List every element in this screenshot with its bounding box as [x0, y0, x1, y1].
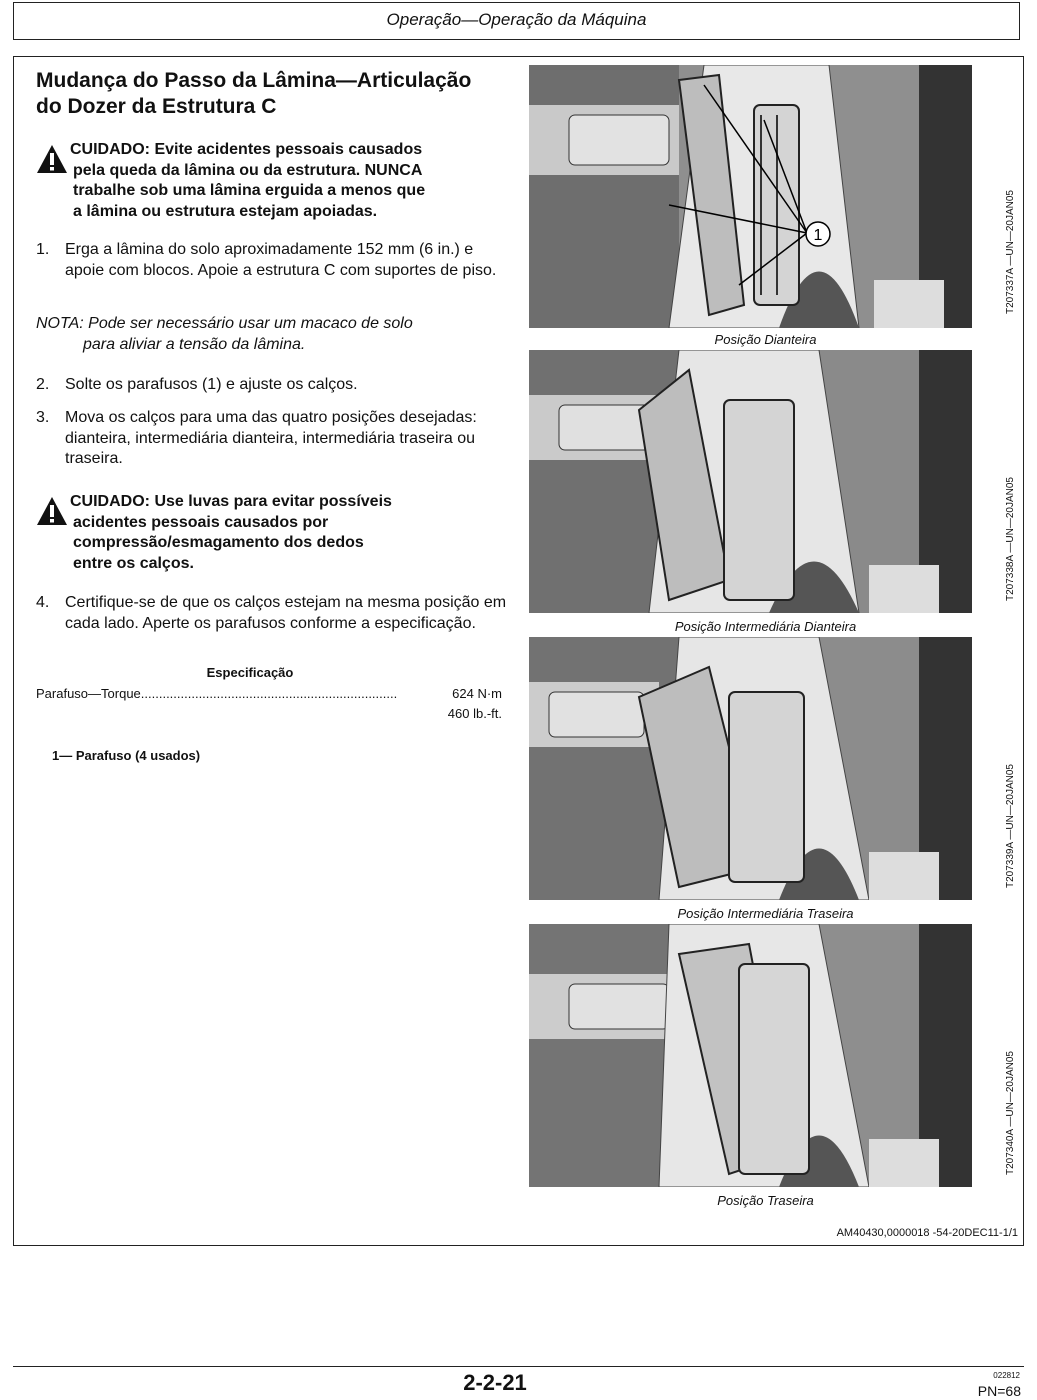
spec-value-imperial: 460 lb.-ft.	[447, 706, 502, 721]
photo-rear-position	[529, 924, 972, 1187]
caution-1-line: pela queda da lâmina ou da estrutura. NUNCA	[73, 161, 423, 179]
step-number: 1.	[36, 241, 50, 258]
figure-code: T207338A —UN—20JAN05	[1005, 477, 1016, 601]
photo-rear-intermediate-position	[529, 637, 972, 900]
note	[36, 314, 506, 355]
warning-triangle-icon	[36, 496, 68, 526]
step-text: Erga a lâmina do solo aproximadamente 152 mm (6 in.) e apoie com blocos. Apoie a estrutura C com suportes de piso.	[65, 241, 497, 279]
caution-block-2	[36, 492, 506, 574]
step-text: Certifique-se de que os calços estejam na mesma posição em cada lado. Aperte os parafusos conforme a especificação.	[65, 594, 507, 632]
figure-caption: Posição Intermediária Dianteira	[674, 619, 857, 634]
header-title: Operação—Operação da Máquina	[386, 10, 647, 29]
print-code: 022812	[993, 1371, 1020, 1380]
caution-block-1	[36, 140, 506, 222]
step-3	[36, 408, 511, 470]
figure-code: T207340A —UN—20JAN05	[1005, 1051, 1016, 1175]
step-number: 4.	[36, 594, 50, 611]
figure-code: T207339A —UN—20JAN05	[1005, 764, 1016, 888]
spec-value-metric: 624 N·m	[452, 686, 502, 701]
caution-2-line: compressão/esmagamento dos dedos	[73, 534, 364, 551]
figure-caption: Posição Dianteira	[714, 332, 817, 347]
caution-1-line: a lâmina ou estrutura estejam apoiadas.	[73, 202, 378, 220]
pn-number: PN=68	[977, 1383, 1021, 1399]
section-title-line1: Mudança do Passo da Lâmina—Articulação	[36, 69, 472, 92]
caution-1-line: trabalhe sob uma lâmina erguida a menos que	[73, 182, 426, 199]
step-4	[36, 593, 511, 634]
callout-number: 1	[813, 227, 823, 244]
step-number: 2.	[36, 376, 50, 393]
figure-caption: Posição Traseira	[717, 1193, 814, 1208]
warning-triangle-icon	[36, 144, 68, 174]
section-title-line2: do Dozer da Estrutura C	[36, 95, 277, 118]
note-line1: NOTA: Pode ser necessário usar um macaco de solo	[36, 315, 413, 332]
page-number: 2-2-21	[463, 1370, 527, 1395]
spec-label: Parafuso—Torque.......................................................................	[36, 686, 398, 701]
figure-code: T207337A —UN—20JAN05	[1005, 190, 1016, 314]
caution-2-line: entre os calços.	[73, 554, 194, 572]
caution-1-line: CUIDADO: Evite acidentes pessoais causados	[70, 141, 423, 158]
note-line2: para aliviar a tensão da lâmina.	[83, 335, 306, 353]
step-text: Mova os calços para uma das quatro posições desejadas: dianteira, intermediária dianteira, intermediária traseira ou traseira.	[65, 409, 477, 467]
step-number: 3.	[36, 409, 50, 426]
caution-2-line: CUIDADO: Use luvas para evitar possíveis	[70, 493, 392, 510]
bottom-rule	[13, 1366, 1024, 1367]
figure-caption: Posição Intermediária Traseira	[677, 906, 854, 921]
photo-front-intermediate-position	[529, 350, 972, 613]
step-2	[36, 375, 511, 396]
document-reference-code: AM40430,0000018 -54-20DEC11-1/1	[836, 1227, 1018, 1239]
legend: 1— Parafuso (4 usados)	[52, 748, 201, 763]
caution-2-line: acidentes pessoais causados por	[73, 513, 329, 531]
spec-title: Especificação	[206, 665, 294, 680]
step-1	[36, 240, 511, 281]
photo-front-position	[529, 65, 972, 328]
section-title	[36, 68, 516, 120]
step-text: Solte os parafusos (1) e ajuste os calços.	[65, 376, 358, 393]
